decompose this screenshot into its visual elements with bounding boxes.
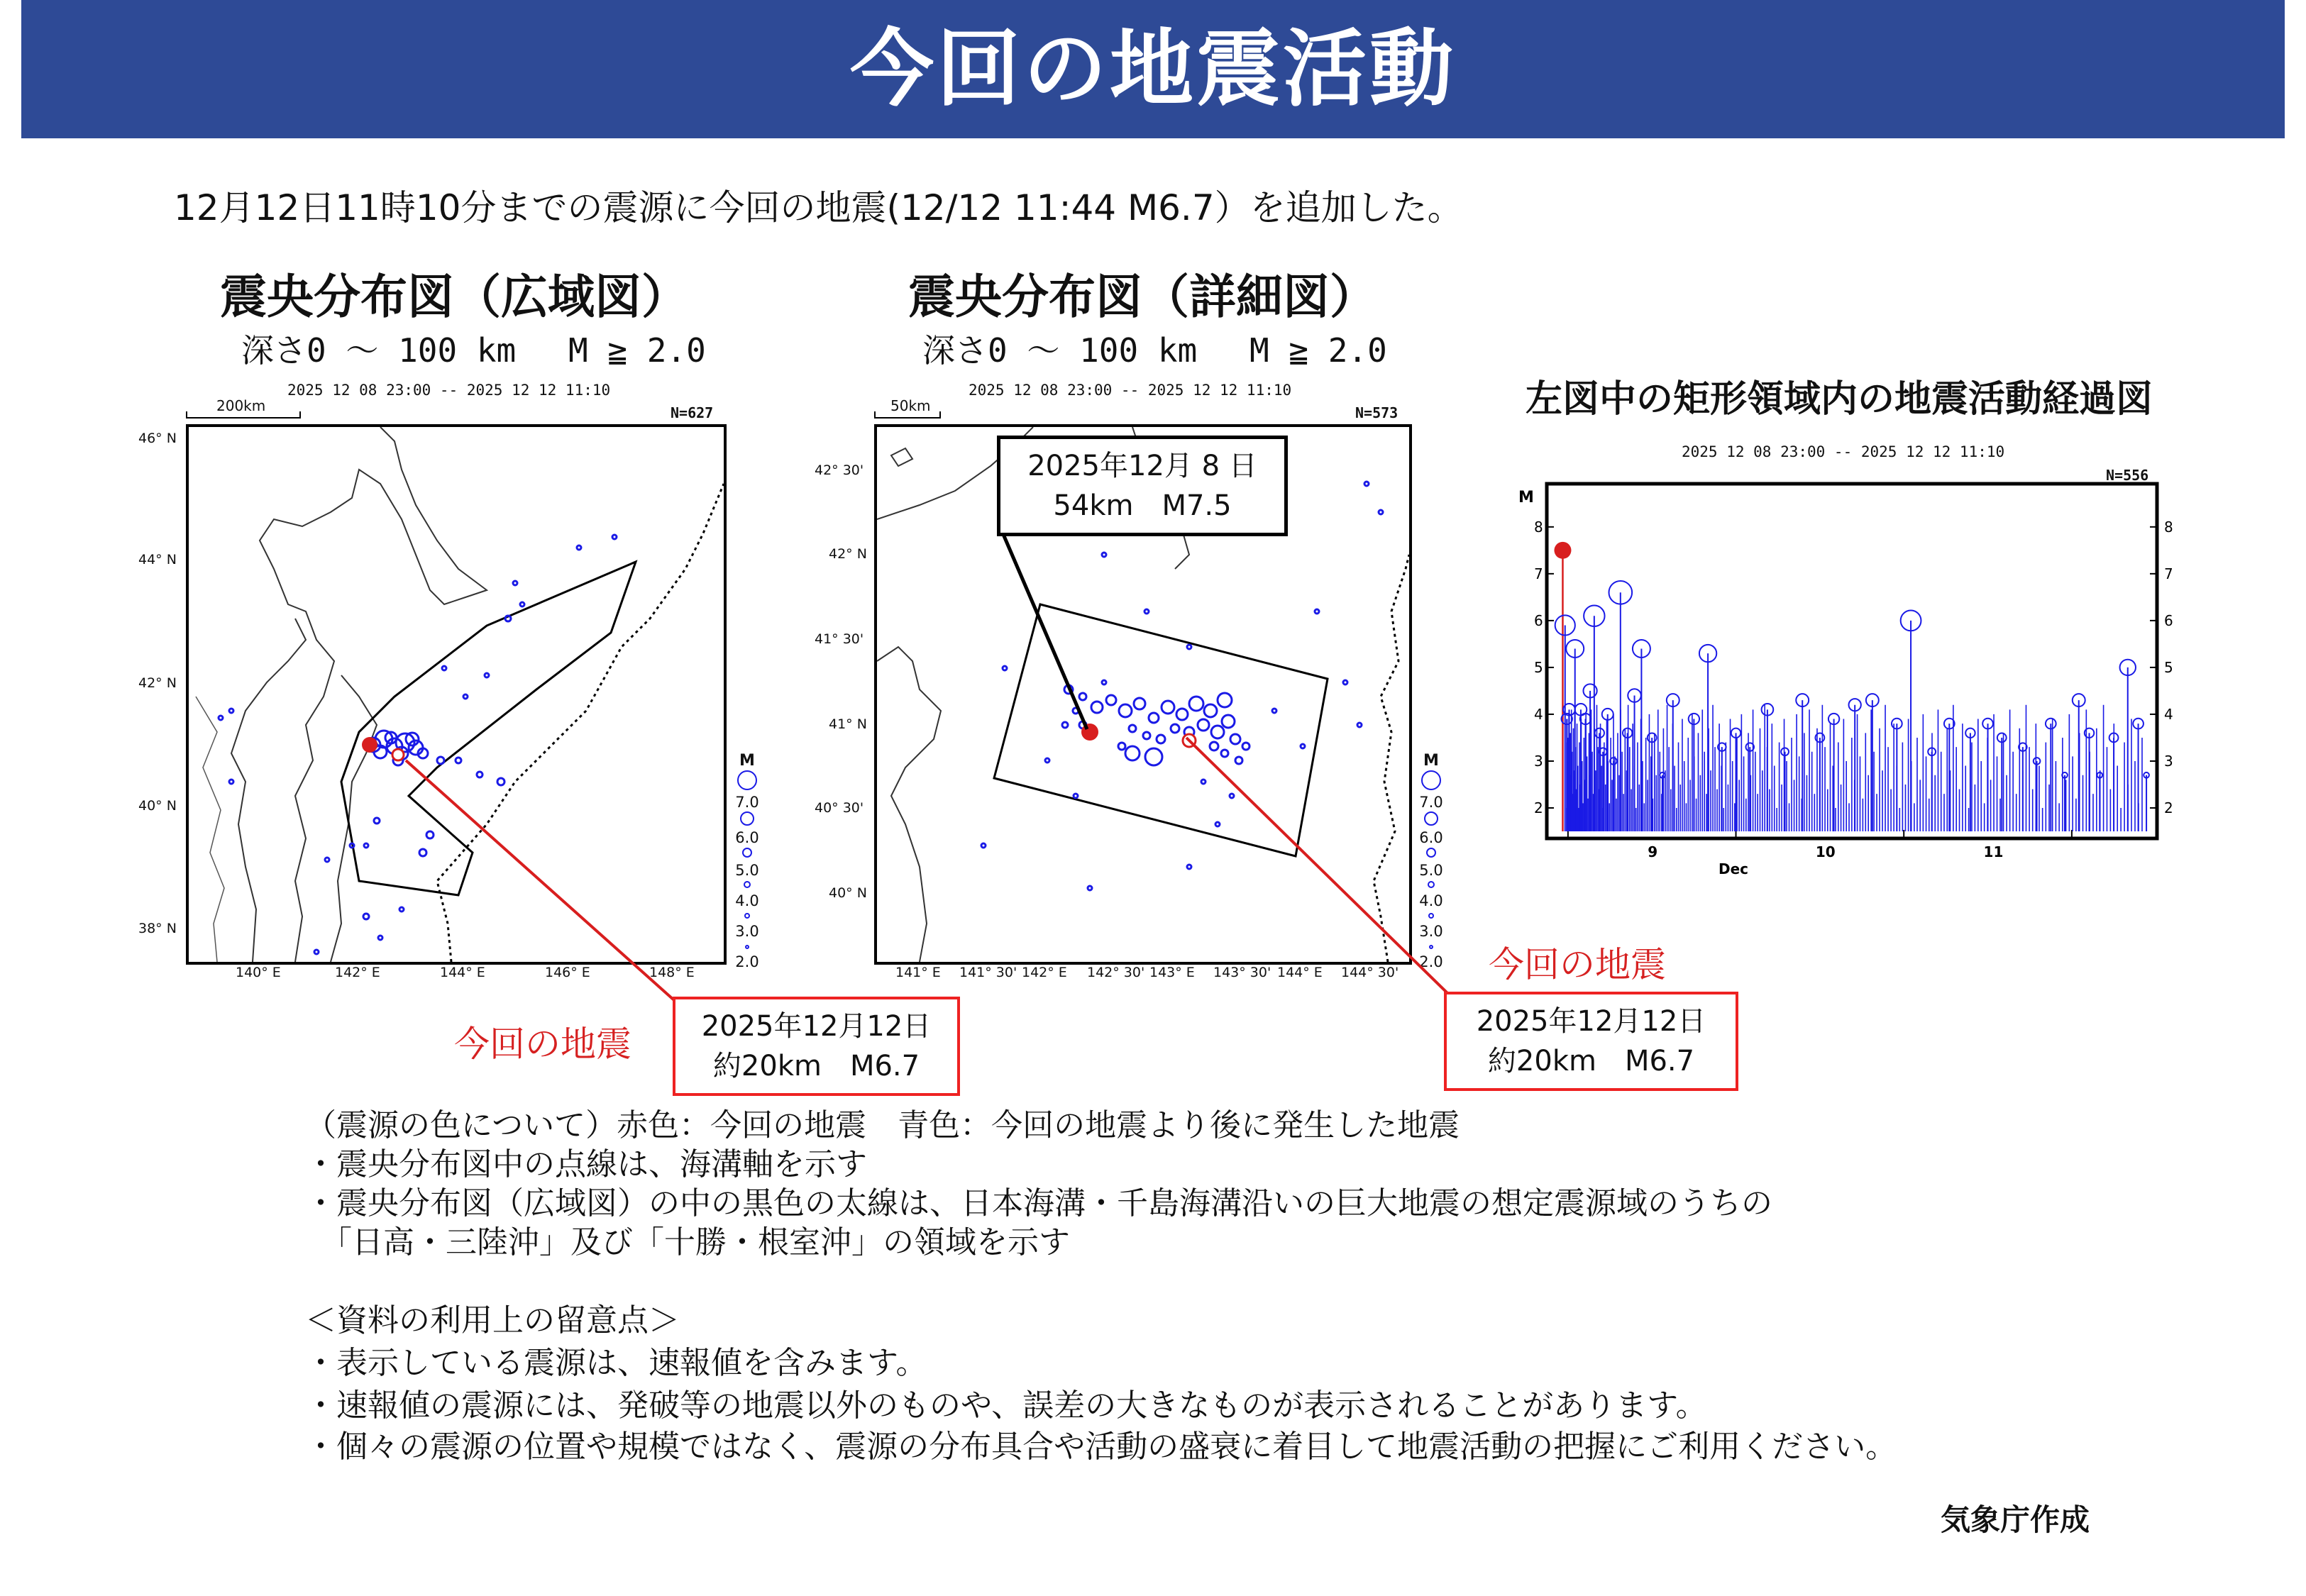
y-tick-label-right: 2	[2164, 799, 2173, 816]
caveat-title: ＜資料の利用上の留意点＞	[305, 1302, 680, 1339]
note-color-legend: （震源の色について）赤色：今回の地震 青色：今回の地震より後に発生した地震	[305, 1107, 1460, 1143]
legend-value: 2.0	[735, 953, 759, 970]
x-tick-label: 11	[1983, 843, 2004, 860]
detail-map-lat-label: 40° N	[829, 885, 867, 901]
wide-map-title: 震央分布図（広域図）	[220, 270, 688, 324]
detail-map-lat-label: 42° 30'	[815, 462, 864, 478]
caveat-item: ・速報値の震源には、発破等の地震以外のものや、誤差の大きなものが表示されることがあります。	[305, 1387, 1707, 1424]
wide-map-n-label: N=627	[671, 404, 714, 421]
detail-map-lon-label: 142° E	[1022, 965, 1067, 980]
wide-map-lat-label: 46° N	[138, 431, 177, 446]
legend-value: 7.0	[735, 794, 759, 811]
mainshock-callout-detail: 54km M7.5	[1053, 489, 1232, 522]
legend-title: M	[739, 752, 755, 770]
detail-map-lat-label: 40° 30'	[815, 800, 864, 816]
wide-map-lat-label: 44° N	[138, 552, 177, 567]
legend-value: 2.0	[1419, 953, 1443, 970]
detail-map-lat-label: 42° N	[829, 546, 867, 562]
detail-map-title: 震央分布図（詳細図）	[908, 270, 1377, 324]
credit-label: 気象庁作成	[1941, 1502, 2090, 1537]
y-tick-label: 7	[1534, 565, 1543, 582]
mainshock-callout	[997, 436, 1288, 536]
mainshock-callout-date: 2025年12月 8 日	[1027, 450, 1257, 482]
time-chart-y-title: M	[1518, 489, 1534, 506]
mainshock-leader	[1000, 528, 1087, 729]
callout-detail: 約20km M6.7	[1487, 1045, 1695, 1077]
page-title: 今回の地震活動	[849, 20, 1456, 118]
wide-map-lon-label: 142° E	[335, 965, 380, 980]
callout-date: 2025年12月12日	[1476, 1005, 1706, 1038]
legend-value: 5.0	[735, 862, 759, 879]
detail-map-lon-label: 142° 30'	[1087, 965, 1145, 980]
time-chart-x-sublabel: Dec	[1719, 860, 1749, 877]
legend-value: 7.0	[1419, 794, 1443, 811]
wide-map-lon-label: 148° E	[649, 965, 695, 980]
detail-map-lon-label: 141° E	[895, 965, 941, 980]
wide-map-lon-label: 146° E	[545, 965, 590, 980]
detail-map-subtitle: 深さ0 ～ 100 km M ≧ 2.0	[922, 331, 1387, 370]
wide-map-lat-label: 42° N	[138, 675, 177, 691]
y-tick-label: 4	[1534, 705, 1543, 723]
y-tick-label-right: 4	[2164, 705, 2173, 723]
current-quake-callout-right	[1444, 992, 1738, 1091]
y-tick-label: 2	[1534, 799, 1543, 816]
wide-map-lon-label: 140° E	[236, 965, 281, 980]
callout-date: 2025年12月12日	[701, 1010, 932, 1043]
legend-value: 4.0	[735, 892, 759, 909]
callout-detail: 約20km M6.7	[712, 1050, 920, 1082]
wide-map-subtitle: 深さ0 ～ 100 km M ≧ 2.0	[241, 331, 706, 370]
time-chart-title: 左図中の矩形領域内の地震活動経過図	[1526, 378, 2153, 421]
y-tick-label: 6	[1534, 611, 1543, 629]
detail-map-scale-label: 50km	[890, 397, 931, 414]
wide-map-lon-label: 144° E	[440, 965, 485, 980]
detail-map-lon-label: 144° E	[1277, 965, 1323, 980]
legend-value: 3.0	[735, 923, 759, 940]
legend-value: 3.0	[1419, 923, 1443, 940]
legend-value: 6.0	[1419, 829, 1443, 846]
current-quake-label-right: 今回の地震	[1489, 944, 1666, 985]
current-left-leader	[406, 760, 674, 1000]
detail-map-lat-label: 41° 30'	[815, 631, 864, 647]
current-right-leader	[1186, 738, 1447, 993]
legend-value: 6.0	[735, 829, 759, 846]
current-quake-label-left: 今回の地震	[454, 1024, 631, 1065]
y-tick-label-right: 3	[2164, 752, 2173, 770]
y-tick-label-right: 5	[2164, 658, 2173, 676]
detail-map-lon-label: 143° 30'	[1213, 965, 1271, 980]
time-chart-n-label: N=556	[2106, 467, 2149, 484]
detail-map-lon-label: 144° 30'	[1341, 965, 1399, 980]
wide-map-scale-label: 200km	[216, 397, 266, 414]
y-tick-label-right: 8	[2164, 518, 2173, 536]
y-tick-label: 3	[1534, 752, 1543, 770]
detail-map-n-label: N=573	[1355, 404, 1399, 421]
detail-map-date-range: 2025 12 08 23:00 -- 2025 12 12 11:10	[969, 382, 1292, 399]
detail-map-lon-label: 143° E	[1149, 965, 1195, 980]
time-chart-date-range: 2025 12 08 23:00 -- 2025 12 12 11:10	[1682, 443, 2005, 460]
legend-title: M	[1423, 752, 1439, 770]
x-tick-label: 10	[1815, 843, 1836, 860]
wide-map-lat-label: 40° N	[138, 798, 177, 814]
x-tick-label: 9	[1648, 843, 1658, 860]
y-tick-label: 8	[1534, 518, 1543, 536]
detail-map-lat-label: 41° N	[829, 716, 867, 732]
note-source-region: ・震央分布図（広域図）の中の黒色の太線は、日本海溝・千島海溝沿いの巨大地震の想定震源域のうちの	[305, 1185, 1772, 1221]
note-source-region-cont: 「日高・三陸沖」及び「十勝・根室沖」の領域を示す	[305, 1224, 1070, 1260]
wide-map-date-range: 2025 12 08 23:00 -- 2025 12 12 11:10	[287, 382, 611, 399]
legend-value: 4.0	[1419, 892, 1443, 909]
legend-value: 5.0	[1419, 862, 1443, 879]
wide-map-lat-label: 38° N	[138, 921, 177, 936]
caveat-item: ・個々の震源の位置や規模ではなく、震源の分布具合や活動の盛衰に着目して地震活動の把握にご利用ください。	[305, 1429, 1897, 1465]
caveat-item: ・表示している震源は、速報値を含みます。	[305, 1345, 927, 1381]
y-tick-label: 5	[1534, 658, 1543, 676]
y-tick-label-right: 7	[2164, 565, 2173, 582]
note-trench-line: ・震央分布図中の点線は、海溝軸を示す	[305, 1146, 867, 1182]
detail-map-lon-label: 141° 30'	[959, 965, 1017, 980]
page-subtitle: 12月12日11時10分までの震源に今回の地震(12/12 11:44 M6.7）を追加した。	[174, 187, 1463, 228]
y-tick-label-right: 6	[2164, 611, 2173, 629]
current-quake-callout-left	[673, 997, 960, 1096]
